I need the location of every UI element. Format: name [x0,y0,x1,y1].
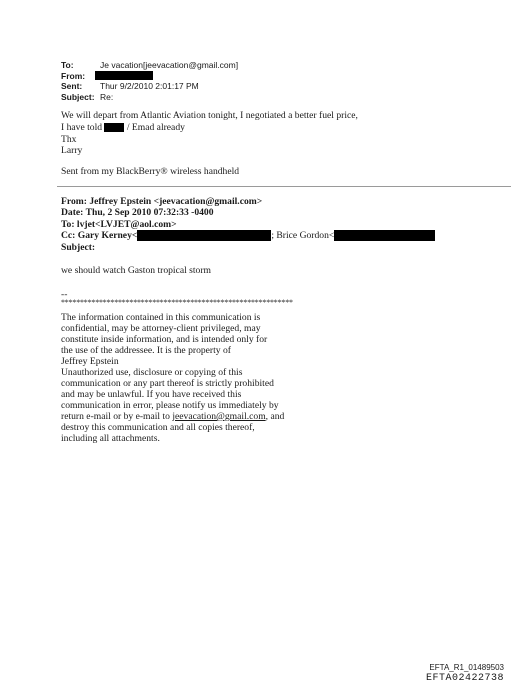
subject-value: Re: [100,91,114,102]
blackberry-signature: Sent from my BlackBerry® wireless handheld [61,166,240,177]
disclaimer-line: confidential, may be attorney-client privileged, may [61,323,261,334]
email-link[interactable]: jeevacation@gmail.com [172,411,266,422]
disclaimer-line: Jeffrey Epstein [61,356,119,367]
disclaimer-stars: ************************************************************* [61,298,293,307]
message-divider [57,186,511,187]
reply-line-4: Larry [61,145,83,156]
reply-line-2-before: I have told [61,122,103,133]
from-label: From: [61,70,86,81]
redaction-box [104,123,124,132]
disclaimer-line: Unauthorized use, disclosure or copying of this [61,367,243,378]
reply-line-3: Thx [61,134,77,145]
redaction-box [137,230,271,241]
sent-label: Sent: [61,81,83,91]
to-value: Je vacation[jeevacation@gmail.com] [100,60,239,70]
reply-line-2 [61,122,185,134]
disclaimer-dashes: -- [61,289,68,300]
disclaimer-line: destroy this communication and all copies thereof, [61,422,255,433]
disclaimer-line: the use of the addressee. It is the property of [61,345,231,356]
disclaimer-return-after: , and [265,411,285,422]
orig-body: we should watch Gaston tropical storm [61,265,212,276]
subject-label: Subject: [61,91,95,102]
cc-mid: ; Brice Gordon< [271,230,335,241]
orig-subject: Subject: [61,242,96,253]
disclaimer-line: communication or any part thereof is strictly prohibited [61,378,274,389]
to-row [61,60,238,71]
cc-label: Cc: Gary Kerney< [61,230,138,241]
email-header [61,60,238,102]
disclaimer-line: and may be unlawful. If you have received this [61,389,242,400]
sent-value: Thur 9/2/2010 2:01:17 PM [100,81,199,91]
disclaimer-line: communication in error, please notify us immediately by [61,400,279,411]
disclaimer-line: including all attachments. [61,433,160,444]
disclaimer-line [61,411,284,423]
to-label: To: [61,60,74,70]
orig-to: To: lvjet<LVJET@aol.com> [61,219,177,230]
sent-row [61,81,238,92]
orig-from: From: Jeffrey Epstein <jeevacation@gmail.com> [61,196,263,207]
from-row [61,71,238,82]
reply-line-1: We will depart from Atlantic Aviation tonight, I negotiated a better fuel price, [61,110,358,121]
orig-date: Date: Thu, 2 Sep 2010 07:32:33 -0400 [61,207,214,218]
subject-row [61,92,238,103]
document-reference-1: EFTA_R1_01489503 [429,663,504,672]
redaction-box [334,230,435,241]
reply-line-2-after: / Emad already [126,122,185,133]
disclaimer-line: The information contained in this communication is [61,312,261,323]
disclaimer-return-text: return e-mail or by e-mail to [61,411,170,422]
document-reference-2: EFTA02422738 [425,673,504,684]
orig-cc [61,230,435,242]
disclaimer-line: constitute inside information, and is intended only for [61,334,268,345]
redaction-box [95,71,153,80]
